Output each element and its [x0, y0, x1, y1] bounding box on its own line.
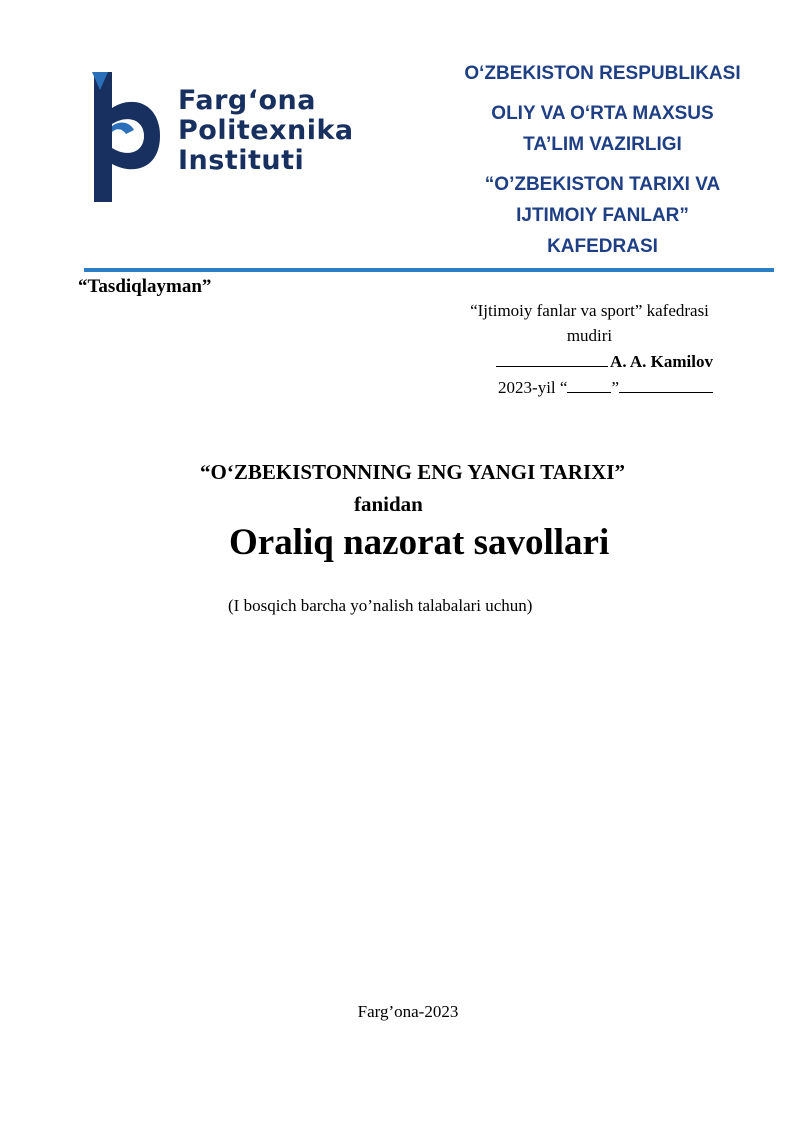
signature-block — [452, 298, 727, 400]
footer-place-year: Farg’ona-2023 — [357, 1002, 459, 1021]
header-line-ministry-1: OLIY VA O‘RTA MAXSUS — [491, 103, 714, 124]
subject-suffix: fanidan — [354, 492, 423, 516]
institute-logo — [86, 68, 386, 208]
header-divider — [84, 268, 774, 272]
header-line-republic: O‘ZBEKISTON RESPUBLIKASI — [464, 63, 741, 84]
date-mid: ” — [611, 378, 619, 397]
subject-name: “O‘ZBEKISTONNING ENG YANGI TARIXI” — [200, 460, 625, 484]
logo-line-3: Instituti — [178, 145, 305, 176]
date-prefix: 2023-yil “ — [498, 378, 568, 397]
header-line-department-3: KAFEDRASI — [547, 236, 658, 257]
fp-monogram-icon — [86, 68, 166, 208]
ministry-header — [430, 58, 775, 262]
audience-note: (I bosqich barcha yo’nalish talabalari uchun) — [228, 596, 533, 615]
document-title: Oraliq nazorat savollari — [229, 522, 610, 563]
month-blank — [619, 374, 713, 393]
logo-line-1: Farg‘ona — [178, 85, 316, 116]
position-line-1: “Ijtimoiy fanlar va sport” kafedrasi — [470, 301, 709, 320]
header-line-department-1: “O’ZBEKISTON TARIXI VA — [484, 174, 721, 195]
logo-line-2: Politexnika — [178, 115, 354, 146]
signer-name: A. A. Kamilov — [610, 352, 713, 371]
signature-blank — [496, 348, 608, 367]
header-line-ministry-2: TA’LIM VAZIRLIGI — [523, 134, 682, 155]
approval-label: “Tasdiqlayman” — [78, 276, 212, 297]
position-line-2: mudiri — [566, 326, 613, 345]
day-blank — [567, 374, 611, 393]
signer-line — [452, 348, 727, 374]
date-line — [452, 374, 727, 400]
header-line-department-2: IJTIMOIY FANLAR” — [516, 205, 689, 226]
